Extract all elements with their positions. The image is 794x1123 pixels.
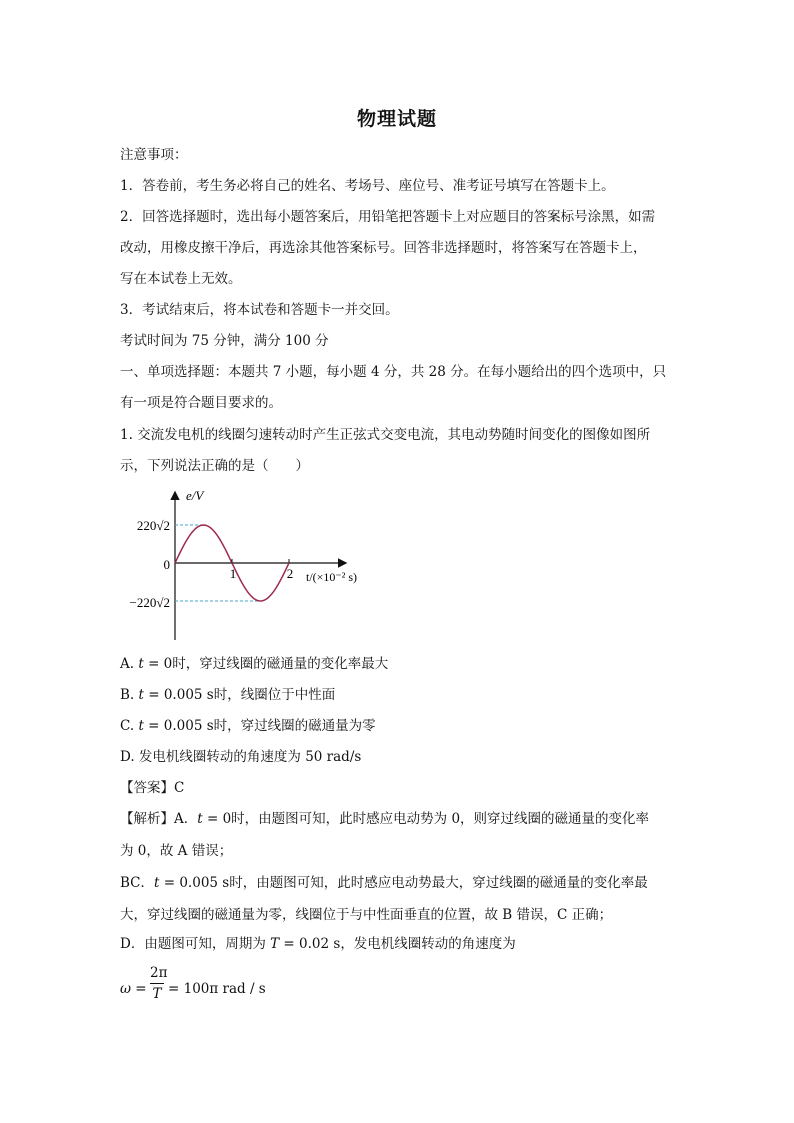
formula-fraction bbox=[150, 965, 168, 1002]
notice-item-2-line-3: 写在本试卷上无效。 bbox=[120, 271, 242, 287]
x-tick-2-label: 2 bbox=[286, 566, 294, 581]
formula-denominator: T bbox=[152, 986, 162, 1002]
question-1-line-2: 示，下列说法正确的是（ ） bbox=[120, 458, 309, 474]
analysis-d: D．由题图可知，周期为 T = 0.02 s，发电机线圈转动的角速度为 bbox=[120, 936, 516, 952]
exam-time: 考试时间为 75 分钟，满分 100 分 bbox=[120, 333, 329, 349]
notice-item-2-line-2: 改动，用橡皮擦干净后，再选涂其他答案标号。回答非选择题时，将答案写在答题卡上， bbox=[120, 240, 647, 256]
page-title: 物理试题 bbox=[356, 108, 437, 130]
analysis-bc: BC．t = 0.005 s时，由题图可知，此时感应电动势最大，穿过线圈的磁通量的变化率最 bbox=[120, 875, 648, 891]
notice-heading: 注意事项： bbox=[120, 147, 188, 163]
option-a: A. t = 0时，穿过线圈的磁通量的变化率最大 bbox=[120, 656, 389, 672]
analysis-bc-line-2: 大，穿过线圈的磁通量为零，线圈位于与中性面垂直的位置，故 B 错误，C 正确； bbox=[120, 907, 613, 923]
answer: 【答案】C bbox=[120, 780, 185, 796]
fraction-bar bbox=[150, 983, 164, 984]
analysis-a: 【解析】A．t = 0时，由题图可知，此时感应电动势为 0，则穿过线圈的磁通量的变化率 bbox=[120, 811, 650, 827]
section-heading-line-1: 一、单项选择题：本题共 7 小题，每小题 4 分，共 28 分。在每小题给出的四个选项中，只 bbox=[120, 364, 667, 380]
y-tick-top: 220√2 bbox=[136, 518, 170, 533]
option-c: C. t = 0.005 s时，穿过线圈的磁通量为零 bbox=[120, 718, 376, 734]
formula-rhs: = 100π rad / s bbox=[168, 981, 266, 997]
notice-item-3: 3．考试结束后，将本试卷和答题卡一并交回。 bbox=[120, 302, 399, 318]
notice-item-1: 1．答卷前，考生务必将自己的姓名、考场号、座位号、准考证号填写在答题卡上。 bbox=[120, 178, 615, 194]
angular-velocity-formula bbox=[120, 965, 320, 1013]
notice-item-2-line-1: 2．回答选择题时，选出每小题答案后，用铅笔把答题卡上对应题目的答案标号涂黑，如需 bbox=[120, 209, 656, 225]
origin-label: 0 bbox=[163, 557, 170, 572]
formula-numerator: 2π bbox=[150, 965, 168, 981]
x-axis-label: t/(×10⁻² s) bbox=[306, 570, 358, 584]
question-1-line-1: 1. 交流发电机的线圈匀速转动时产生正弦式交变电流，其电动势随时间变化的图像如图所 bbox=[120, 427, 651, 443]
y-axis-label: e/V bbox=[186, 488, 204, 503]
option-b: B. t = 0.005 s时，线圈位于中性面 bbox=[120, 687, 336, 703]
formula-lhs: ω = bbox=[120, 981, 147, 997]
x-tick-1-label: 1 bbox=[229, 566, 237, 581]
emf-time-graph bbox=[110, 485, 370, 645]
section-heading-line-2: 有一项是符合题目要求的。 bbox=[120, 395, 282, 411]
analysis-a-line-2: 为 0，故 A 错误； bbox=[120, 843, 233, 859]
option-d: D. 发电机线圈转动的角速度为 50 rad/s bbox=[120, 749, 362, 765]
y-tick-bottom: −220√2 bbox=[129, 595, 170, 610]
